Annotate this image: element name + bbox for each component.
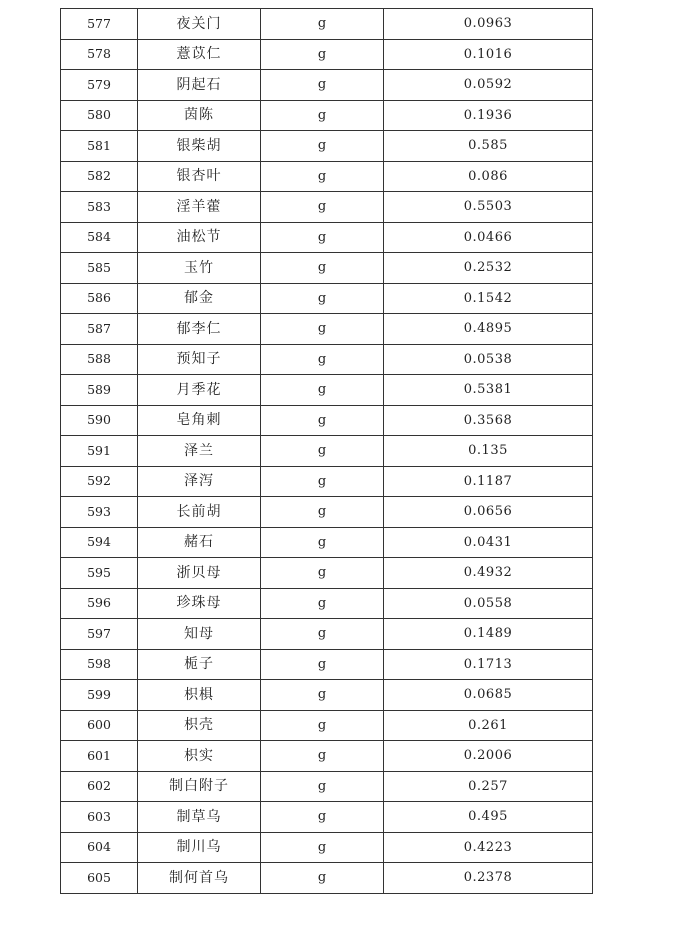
table-row (61, 558, 593, 589)
table-row (61, 283, 593, 314)
row-number-cell: 601 (61, 741, 138, 772)
value-cell: 0.1016 (384, 39, 593, 70)
herb-name-cell: 油松节 (138, 222, 261, 253)
herb-name-cell: 栀子 (138, 649, 261, 680)
value-cell: 0.4895 (384, 314, 593, 345)
row-number-cell: 586 (61, 283, 138, 314)
table-row (61, 131, 593, 162)
row-number-cell: 597 (61, 619, 138, 650)
table-row (61, 100, 593, 131)
herb-name-cell: 泽泻 (138, 466, 261, 497)
price-table (60, 8, 593, 894)
unit-cell: g (261, 497, 384, 528)
unit-cell: g (261, 9, 384, 40)
row-number-cell: 603 (61, 802, 138, 833)
row-number-cell: 583 (61, 192, 138, 223)
herb-name-cell: 郁李仁 (138, 314, 261, 345)
row-number-cell: 599 (61, 680, 138, 711)
herb-name-cell: 制川乌 (138, 832, 261, 863)
value-cell: 0.1936 (384, 100, 593, 131)
herb-name-cell: 制何首乌 (138, 863, 261, 894)
value-cell: 0.2006 (384, 741, 593, 772)
table-row (61, 832, 593, 863)
herb-name-cell: 预知子 (138, 344, 261, 375)
herb-name-cell: 长前胡 (138, 497, 261, 528)
unit-cell: g (261, 527, 384, 558)
row-number-cell: 582 (61, 161, 138, 192)
value-cell: 0.2532 (384, 253, 593, 284)
value-cell: 0.5503 (384, 192, 593, 223)
table-row (61, 802, 593, 833)
table-row (61, 9, 593, 40)
row-number-cell: 577 (61, 9, 138, 40)
unit-cell: g (261, 802, 384, 833)
unit-cell: g (261, 558, 384, 589)
unit-cell: g (261, 771, 384, 802)
row-number-cell: 579 (61, 70, 138, 101)
value-cell: 0.1713 (384, 649, 593, 680)
row-number-cell: 588 (61, 344, 138, 375)
table-row (61, 710, 593, 741)
herb-name-cell: 赭石 (138, 527, 261, 558)
row-number-cell: 589 (61, 375, 138, 406)
row-number-cell: 584 (61, 222, 138, 253)
herb-name-cell: 制白附子 (138, 771, 261, 802)
table-row (61, 375, 593, 406)
unit-cell: g (261, 161, 384, 192)
herb-name-cell: 银杏叶 (138, 161, 261, 192)
herb-name-cell: 浙贝母 (138, 558, 261, 589)
value-cell: 0.1187 (384, 466, 593, 497)
table-row (61, 222, 593, 253)
table-row (61, 497, 593, 528)
unit-cell: g (261, 649, 384, 680)
unit-cell: g (261, 344, 384, 375)
value-cell: 0.0963 (384, 9, 593, 40)
table-row (61, 161, 593, 192)
row-number-cell: 600 (61, 710, 138, 741)
value-cell: 0.261 (384, 710, 593, 741)
herb-name-cell: 枳壳 (138, 710, 261, 741)
row-number-cell: 578 (61, 39, 138, 70)
herb-name-cell: 银柴胡 (138, 131, 261, 162)
unit-cell: g (261, 253, 384, 284)
value-cell: 0.086 (384, 161, 593, 192)
table-row (61, 344, 593, 375)
value-cell: 0.135 (384, 436, 593, 467)
value-cell: 0.3568 (384, 405, 593, 436)
row-number-cell: 605 (61, 863, 138, 894)
unit-cell: g (261, 832, 384, 863)
herb-name-cell: 淫羊藿 (138, 192, 261, 223)
herb-name-cell: 皂角刺 (138, 405, 261, 436)
table-row (61, 192, 593, 223)
table-row (61, 466, 593, 497)
unit-cell: g (261, 283, 384, 314)
table-row (61, 771, 593, 802)
value-cell: 0.0558 (384, 588, 593, 619)
herb-name-cell: 珍珠母 (138, 588, 261, 619)
herb-name-cell: 枳实 (138, 741, 261, 772)
table-row (61, 527, 593, 558)
value-cell: 0.0431 (384, 527, 593, 558)
table-row (61, 680, 593, 711)
row-number-cell: 581 (61, 131, 138, 162)
herb-name-cell: 阴起石 (138, 70, 261, 101)
value-cell: 0.0685 (384, 680, 593, 711)
value-cell: 0.0538 (384, 344, 593, 375)
value-cell: 0.4223 (384, 832, 593, 863)
unit-cell: g (261, 375, 384, 406)
row-number-cell: 594 (61, 527, 138, 558)
value-cell: 0.5381 (384, 375, 593, 406)
value-cell: 0.0656 (384, 497, 593, 528)
unit-cell: g (261, 466, 384, 497)
herb-name-cell: 薏苡仁 (138, 39, 261, 70)
row-number-cell: 590 (61, 405, 138, 436)
table-row (61, 70, 593, 101)
herb-name-cell: 枳椇 (138, 680, 261, 711)
table-row (61, 253, 593, 284)
row-number-cell: 580 (61, 100, 138, 131)
row-number-cell: 593 (61, 497, 138, 528)
herb-name-cell: 茵陈 (138, 100, 261, 131)
unit-cell: g (261, 222, 384, 253)
unit-cell: g (261, 405, 384, 436)
table-body (61, 9, 593, 894)
herb-name-cell: 郁金 (138, 283, 261, 314)
value-cell: 0.495 (384, 802, 593, 833)
table-row (61, 863, 593, 894)
value-cell: 0.1489 (384, 619, 593, 650)
unit-cell: g (261, 70, 384, 101)
unit-cell: g (261, 314, 384, 345)
herb-name-cell: 知母 (138, 619, 261, 650)
row-number-cell: 585 (61, 253, 138, 284)
value-cell: 0.2378 (384, 863, 593, 894)
table-row (61, 314, 593, 345)
herb-name-cell: 制草乌 (138, 802, 261, 833)
value-cell: 0.0592 (384, 70, 593, 101)
value-cell: 0.0466 (384, 222, 593, 253)
table-row (61, 619, 593, 650)
unit-cell: g (261, 710, 384, 741)
unit-cell: g (261, 588, 384, 619)
row-number-cell: 595 (61, 558, 138, 589)
row-number-cell: 596 (61, 588, 138, 619)
herb-name-cell: 夜关门 (138, 9, 261, 40)
value-cell: 0.585 (384, 131, 593, 162)
table-row (61, 649, 593, 680)
unit-cell: g (261, 680, 384, 711)
unit-cell: g (261, 619, 384, 650)
unit-cell: g (261, 131, 384, 162)
row-number-cell: 602 (61, 771, 138, 802)
table-row (61, 436, 593, 467)
herb-name-cell: 玉竹 (138, 253, 261, 284)
table-row (61, 588, 593, 619)
row-number-cell: 587 (61, 314, 138, 345)
value-cell: 0.4932 (384, 558, 593, 589)
row-number-cell: 598 (61, 649, 138, 680)
unit-cell: g (261, 863, 384, 894)
unit-cell: g (261, 39, 384, 70)
row-number-cell: 591 (61, 436, 138, 467)
unit-cell: g (261, 100, 384, 131)
herb-name-cell: 月季花 (138, 375, 261, 406)
unit-cell: g (261, 192, 384, 223)
row-number-cell: 604 (61, 832, 138, 863)
value-cell: 0.1542 (384, 283, 593, 314)
row-number-cell: 592 (61, 466, 138, 497)
value-cell: 0.257 (384, 771, 593, 802)
table-row (61, 741, 593, 772)
table-row (61, 39, 593, 70)
unit-cell: g (261, 741, 384, 772)
table-row (61, 405, 593, 436)
unit-cell: g (261, 436, 384, 467)
herb-name-cell: 泽兰 (138, 436, 261, 467)
